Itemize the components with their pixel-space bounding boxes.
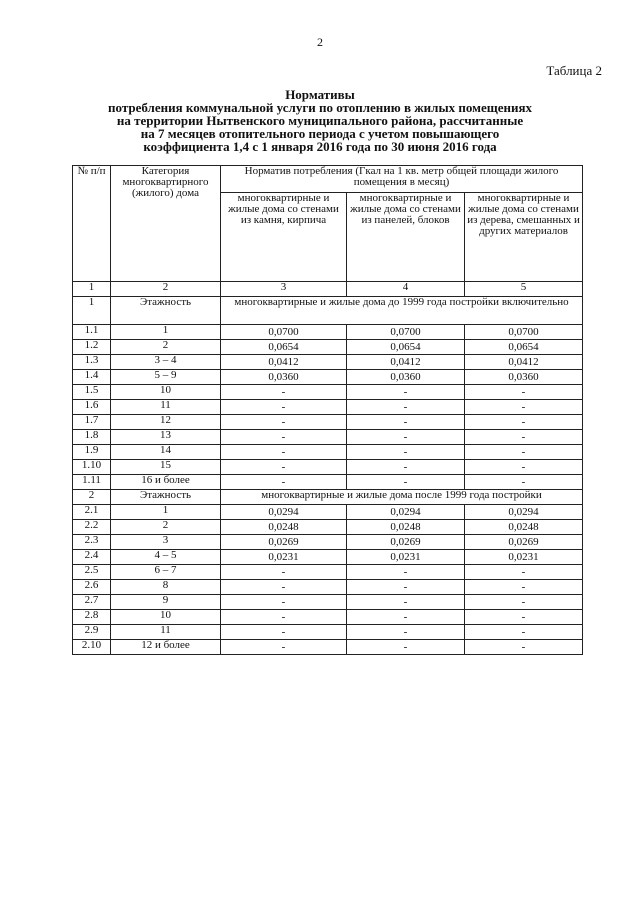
table-row <box>73 535 583 550</box>
page-number: 2 <box>317 35 323 49</box>
value-wood: 0,0269 <box>465 535 583 550</box>
column-number: 4 <box>347 282 465 297</box>
row-floors: 2 <box>111 340 221 355</box>
value-panel: - <box>347 400 465 415</box>
value-wood: - <box>465 640 583 655</box>
row-floors: 11 <box>111 400 221 415</box>
value-stone: 0,0269 <box>221 535 347 550</box>
value-panel: 0,0360 <box>347 370 465 385</box>
header-norm: Норматив потребления (Гкал на 1 кв. метр общей площади жилого помещения в месяц) <box>221 166 583 193</box>
section-number: 2 <box>73 490 111 505</box>
row-number: 2.8 <box>73 610 111 625</box>
value-stone: 0,0654 <box>221 340 347 355</box>
table-row <box>73 610 583 625</box>
norms-table <box>72 165 583 655</box>
table-row <box>73 595 583 610</box>
table-row <box>73 340 583 355</box>
row-number: 1.7 <box>73 415 111 430</box>
row-floors: 14 <box>111 445 221 460</box>
value-panel: - <box>347 430 465 445</box>
value-wood: 0,0412 <box>465 355 583 370</box>
value-panel: 0,0294 <box>347 505 465 520</box>
row-floors: 12 и более <box>111 640 221 655</box>
row-floors: 5 – 9 <box>111 370 221 385</box>
row-number: 2.3 <box>73 535 111 550</box>
value-stone: 0,0412 <box>221 355 347 370</box>
row-number: 1.1 <box>73 325 111 340</box>
value-panel: - <box>347 460 465 475</box>
table-row <box>73 475 583 490</box>
row-floors: 15 <box>111 460 221 475</box>
table-row <box>73 625 583 640</box>
value-wood: 0,0248 <box>465 520 583 535</box>
row-number: 2.1 <box>73 505 111 520</box>
value-stone: - <box>221 625 347 640</box>
row-floors: 13 <box>111 430 221 445</box>
row-floors: 4 – 5 <box>111 550 221 565</box>
value-wood: - <box>465 415 583 430</box>
row-floors: 2 <box>111 520 221 535</box>
value-wood: - <box>465 400 583 415</box>
value-panel: - <box>347 595 465 610</box>
value-panel: 0,0654 <box>347 340 465 355</box>
value-wood: 0,0231 <box>465 550 583 565</box>
column-number: 1 <box>73 282 111 297</box>
value-panel: 0,0231 <box>347 550 465 565</box>
header-col-stone: многоквартирные и жилые дома со стенами из камня, кирпича <box>221 193 347 282</box>
value-stone: - <box>221 610 347 625</box>
row-number: 1.2 <box>73 340 111 355</box>
row-floors: 1 <box>111 325 221 340</box>
table-row <box>73 550 583 565</box>
section-category: Этажность <box>111 490 221 505</box>
value-panel: - <box>347 415 465 430</box>
header-col-panel: многоквартирные и жилые дома со стенами из панелей, блоков <box>347 193 465 282</box>
table-row <box>73 520 583 535</box>
value-stone: 0,0231 <box>221 550 347 565</box>
row-floors: 11 <box>111 625 221 640</box>
row-number: 2.7 <box>73 595 111 610</box>
section-heading: многоквартирные и жилые дома до 1999 года постройки включительно <box>221 297 583 325</box>
value-wood: 0,0700 <box>465 325 583 340</box>
value-panel: - <box>347 565 465 580</box>
row-number: 2.2 <box>73 520 111 535</box>
value-wood: - <box>465 595 583 610</box>
table-row <box>73 505 583 520</box>
value-stone: 0,0248 <box>221 520 347 535</box>
row-floors: 1 <box>111 505 221 520</box>
title-line: на территории Нытвенского муниципального района, рассчитанные <box>116 113 524 128</box>
section-row <box>73 297 583 325</box>
value-panel: - <box>347 640 465 655</box>
row-floors: 8 <box>111 580 221 595</box>
value-stone: - <box>221 580 347 595</box>
value-panel: 0,0412 <box>347 355 465 370</box>
value-wood: - <box>465 610 583 625</box>
column-number: 3 <box>221 282 347 297</box>
value-panel: 0,0269 <box>347 535 465 550</box>
value-stone: - <box>221 460 347 475</box>
section-number: 1 <box>73 297 111 325</box>
value-wood: - <box>465 475 583 490</box>
section-category: Этажность <box>111 297 221 325</box>
section-row <box>73 490 583 505</box>
table-row <box>73 460 583 475</box>
value-stone: - <box>221 475 347 490</box>
section-heading: многоквартирные и жилые дома после 1999 года постройки <box>221 490 583 505</box>
column-numbers-row <box>73 282 583 297</box>
value-stone: 0,0294 <box>221 505 347 520</box>
row-number: 1.8 <box>73 430 111 445</box>
table-row <box>73 445 583 460</box>
value-stone: - <box>221 565 347 580</box>
value-stone: - <box>221 385 347 400</box>
row-floors: 10 <box>111 610 221 625</box>
table-row <box>73 370 583 385</box>
row-number: 1.11 <box>73 475 111 490</box>
row-floors: 9 <box>111 595 221 610</box>
value-stone: - <box>221 595 347 610</box>
value-wood: - <box>465 460 583 475</box>
row-number: 1.6 <box>73 400 111 415</box>
value-wood: - <box>465 430 583 445</box>
value-panel: - <box>347 625 465 640</box>
document-title <box>40 88 600 153</box>
value-stone: 0,0700 <box>221 325 347 340</box>
value-stone: - <box>221 445 347 460</box>
value-stone: - <box>221 430 347 445</box>
row-number: 1.9 <box>73 445 111 460</box>
table-row <box>73 565 583 580</box>
value-stone: 0,0360 <box>221 370 347 385</box>
value-wood: - <box>465 385 583 400</box>
value-panel: - <box>347 580 465 595</box>
row-floors: 3 – 4 <box>111 355 221 370</box>
row-floors: 12 <box>111 415 221 430</box>
row-floors: 16 и более <box>111 475 221 490</box>
value-panel: 0,0700 <box>347 325 465 340</box>
table-row <box>73 580 583 595</box>
value-wood: 0,0654 <box>465 340 583 355</box>
row-number: 2.9 <box>73 625 111 640</box>
column-number: 5 <box>465 282 583 297</box>
title-line: коэффициента 1,4 с 1 января 2016 года по 30 июня 2016 года <box>143 139 497 154</box>
value-wood: - <box>465 445 583 460</box>
value-panel: - <box>347 475 465 490</box>
table-row <box>73 430 583 445</box>
value-panel: - <box>347 385 465 400</box>
value-panel: 0,0248 <box>347 520 465 535</box>
value-wood: - <box>465 625 583 640</box>
row-number: 1.10 <box>73 460 111 475</box>
row-floors: 10 <box>111 385 221 400</box>
value-wood: - <box>465 580 583 595</box>
row-number: 2.10 <box>73 640 111 655</box>
row-floors: 6 – 7 <box>111 565 221 580</box>
value-panel: - <box>347 445 465 460</box>
table-label: Таблица 2 <box>546 63 602 78</box>
header-col-wood: многоквартирные и жилые дома со стенами из дерева, смешанных и других материалов <box>465 193 583 282</box>
header-category: Категория многоквартирного (жилого) дома <box>111 166 221 282</box>
value-wood: 0,0360 <box>465 370 583 385</box>
row-number: 2.5 <box>73 565 111 580</box>
row-floors: 3 <box>111 535 221 550</box>
header-row <box>73 166 583 193</box>
column-number: 2 <box>111 282 221 297</box>
title-line: на 7 месяцев отопительного периода с учетом повышающего <box>140 126 500 141</box>
value-wood: 0,0294 <box>465 505 583 520</box>
row-number: 2.6 <box>73 580 111 595</box>
table-row <box>73 355 583 370</box>
table-row <box>73 400 583 415</box>
row-number: 1.4 <box>73 370 111 385</box>
value-panel: - <box>347 610 465 625</box>
table-row <box>73 640 583 655</box>
value-stone: - <box>221 415 347 430</box>
value-stone: - <box>221 640 347 655</box>
row-number: 1.5 <box>73 385 111 400</box>
table-row <box>73 385 583 400</box>
header-num: № п/п <box>73 166 111 282</box>
value-wood: - <box>465 565 583 580</box>
value-stone: - <box>221 400 347 415</box>
row-number: 1.3 <box>73 355 111 370</box>
title-line: Нормативы <box>285 87 355 102</box>
title-line: потребления коммунальной услуги по отоплению в жилых помещениях <box>108 100 532 115</box>
row-number: 2.4 <box>73 550 111 565</box>
table-row <box>73 325 583 340</box>
table-row <box>73 415 583 430</box>
